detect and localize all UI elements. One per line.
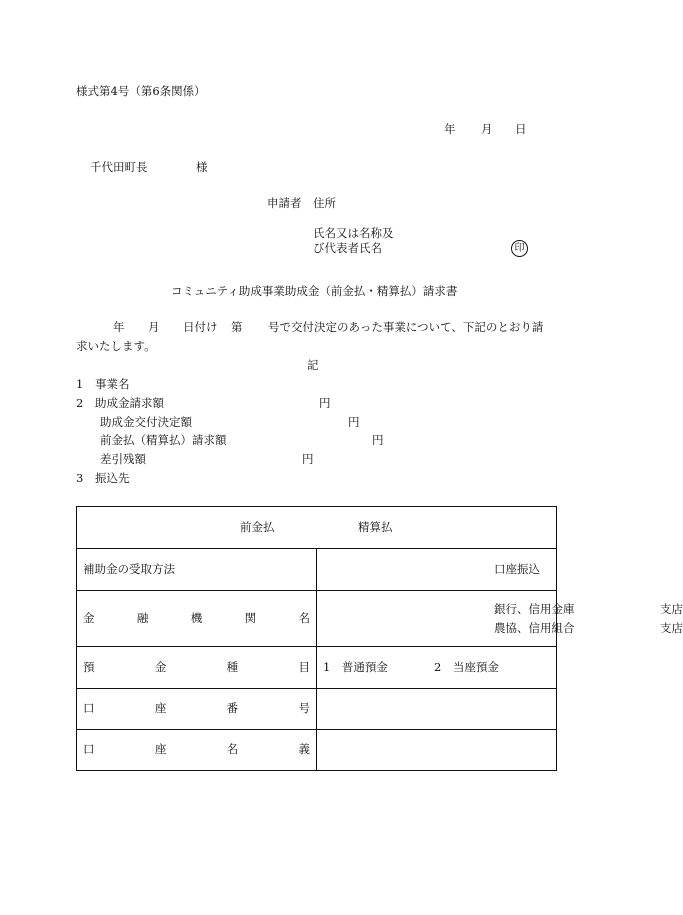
- account-number-label: [77, 703, 316, 715]
- applicant-label: 申請者: [267, 196, 302, 210]
- receipt-method-label-cell: [77, 549, 317, 591]
- branch-label-2: 支店: [660, 621, 683, 635]
- ki-heading: 記: [307, 358, 319, 372]
- account-name-char: 座: [154, 742, 167, 757]
- branch-label-1: 支店: [660, 602, 683, 616]
- remaining-balance-unit: 円: [302, 452, 314, 466]
- bank-type-line1: 銀行、信用金庫: [494, 602, 575, 616]
- document-title: コミュニティ助成事業助成金（前金払・精算払）請求書: [171, 284, 458, 298]
- bank-name-char: 機: [190, 610, 203, 625]
- deposit-type-char: 預: [83, 659, 95, 674]
- item-3-label: 振込先: [95, 471, 130, 485]
- item-2-unit: 円: [319, 396, 331, 410]
- deposit-type-char: 目: [298, 659, 310, 674]
- receipt-method-value: 口座振込: [494, 562, 540, 576]
- account-name-label: [77, 744, 316, 756]
- deposit-type-label-cell: [77, 647, 317, 689]
- receipt-method-value-cell: [317, 549, 557, 591]
- deposit-type-label: [77, 659, 316, 674]
- bank-transfer-table: [76, 506, 683, 771]
- account-name-char: 口: [83, 742, 95, 757]
- item-1-label: 事業名: [95, 377, 130, 391]
- deposit-type-char: 種: [226, 659, 239, 674]
- form-number: 様式第4号（第6条関係）: [76, 84, 206, 98]
- deposit-type-value-cell: [317, 647, 557, 689]
- body-day-suffix: 日付け: [183, 320, 218, 334]
- account-name-char: 義: [298, 742, 310, 757]
- bank-name-char: 金: [83, 610, 95, 625]
- bank-type-line2: 農協、信用組合: [494, 621, 575, 635]
- account-name-row: [77, 730, 557, 771]
- applicant-name-label-line2: び代表者氏名: [313, 241, 382, 255]
- receipt-method-row: [77, 549, 557, 591]
- deposit-type-char: 金: [154, 659, 167, 674]
- deposit-option-ordinary: 1 普通預金: [323, 660, 388, 674]
- payment-type-advance: 前金払: [240, 520, 275, 534]
- account-number-char: 号: [298, 701, 310, 716]
- date-day-label: 日: [515, 122, 527, 136]
- account-number-label-cell: [77, 689, 317, 730]
- grant-decision-label: 助成金交付決定額: [100, 415, 192, 429]
- body-month: 月: [148, 320, 160, 334]
- account-number-row: [77, 689, 557, 730]
- body-number-prefix: 第: [231, 320, 243, 334]
- addressee-name: 千代田町長: [90, 160, 148, 174]
- account-name-char: 名: [226, 742, 239, 757]
- item-3-number: 3: [76, 471, 84, 485]
- deposit-option-current: 2 当座預金: [434, 660, 499, 674]
- bank-name-label-cell: [77, 591, 317, 647]
- advance-request-unit: 円: [372, 433, 384, 447]
- deposit-type-row: [77, 647, 557, 689]
- payment-type-cell: [77, 507, 557, 549]
- payment-type-row: [77, 507, 557, 549]
- applicant-name-label-line1: 氏名又は名称及: [313, 226, 394, 240]
- account-number-char: 座: [154, 701, 167, 716]
- addressee-honorific: 様: [196, 160, 208, 174]
- item-2-number: 2: [76, 396, 84, 410]
- date-year-label: 年: [444, 122, 456, 136]
- bank-name-label: [77, 610, 316, 625]
- receipt-method-label: 補助金の受取方法: [83, 561, 175, 576]
- date-month-label: 月: [481, 122, 493, 136]
- body-line1: 号で交付決定のあった事業について、下記のとおり請: [268, 320, 544, 334]
- applicant-address-label: 住所: [313, 196, 336, 210]
- bank-name-row: [77, 591, 557, 647]
- item-1-number: 1: [76, 377, 84, 391]
- bank-name-char: 関: [244, 610, 257, 625]
- bank-name-value-cell: [317, 591, 683, 647]
- body-line2: 求いたします。: [76, 339, 156, 353]
- body-year: 年: [113, 320, 125, 334]
- grant-decision-unit: 円: [348, 415, 360, 429]
- account-number-char: 口: [83, 701, 95, 716]
- bank-name-char: 名: [298, 610, 310, 625]
- bank-name-char: 融: [136, 610, 149, 625]
- item-2-label: 助成金請求額: [95, 396, 164, 410]
- seal-mark: 印: [511, 240, 528, 257]
- account-name-label-cell: [77, 730, 317, 771]
- account-number-char: 番: [226, 701, 239, 716]
- payment-type-settlement: 精算払: [358, 520, 393, 534]
- account-name-value-cell: [317, 730, 557, 771]
- account-number-value-cell: [317, 689, 557, 730]
- remaining-balance-label: 差引残額: [100, 452, 146, 466]
- advance-request-label: 前金払（精算払）請求額: [100, 433, 227, 447]
